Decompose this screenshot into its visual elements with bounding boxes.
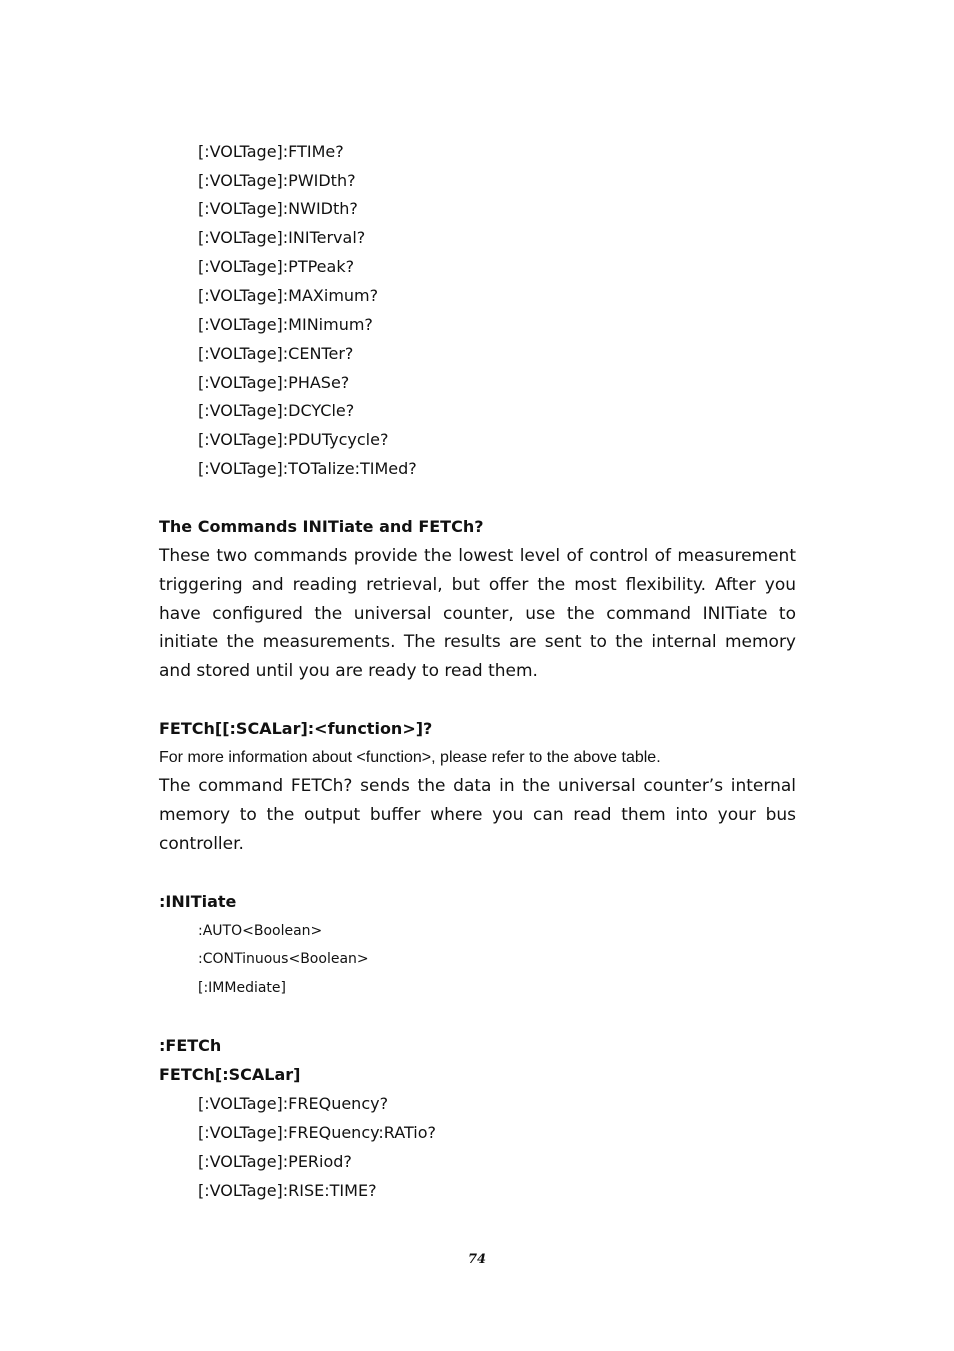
command-item: [:VOLTage]:PERiod?	[198, 1152, 352, 1171]
paragraph-line: have configured the universal counter, use the command INITiate to	[159, 604, 796, 624]
command-item: [:VOLTage]:MINimum?	[198, 315, 373, 334]
command-item: [:VOLTage]:MAXimum?	[198, 286, 379, 305]
command-item: [:VOLTage]:PWIDth?	[198, 171, 356, 190]
section-heading: FETCh[:SCALar]	[159, 1065, 301, 1084]
paragraph-line: triggering and reading retrieval, but offer the most flexibility. After you	[159, 575, 796, 595]
command-item: [:VOLTage]:PTPeak?	[198, 257, 355, 276]
command-item: [:VOLTage]:INITerval?	[198, 228, 366, 247]
command-item: [:VOLTage]:PDUTycycle?	[198, 430, 389, 449]
paragraph-line: and stored until you are ready to read them.	[159, 661, 538, 681]
section-heading: The Commands INITiate and FETCh?	[159, 517, 484, 536]
paragraph-line: These two commands provide the lowest level of control of measurement	[159, 546, 796, 566]
command-item: [:VOLTage]:FREQuency:RATio?	[198, 1123, 436, 1142]
command-item: :CONTinuous<Boolean>	[198, 951, 369, 967]
command-item: [:VOLTage]:FREQuency?	[198, 1094, 389, 1113]
page-number: 74	[467, 1252, 487, 1267]
paragraph-line: The command FETCh? sends the data in the universal counter’s internal	[159, 776, 796, 796]
command-item: [:IMMediate]	[198, 980, 286, 996]
command-item: [:VOLTage]:CENTer?	[198, 344, 354, 363]
paragraph-line: controller.	[159, 834, 244, 854]
paragraph-line: initiate the measurements. The results are sent to the internal memory	[159, 632, 796, 652]
command-item: [:VOLTage]:NWIDth?	[198, 199, 358, 218]
section-heading: :INITiate	[159, 892, 237, 911]
command-item: [:VOLTage]:RISE:TIME?	[198, 1181, 377, 1200]
paragraph-line: memory to the output buffer where you can read them into your bus	[159, 805, 796, 825]
command-item: [:VOLTage]:DCYCle?	[198, 401, 355, 420]
command-item: [:VOLTage]:TOTalize:TIMed?	[198, 459, 417, 478]
note-text: For more information about <function>, please refer to the above table.	[159, 749, 661, 766]
command-item: [:VOLTage]:PHASe?	[198, 373, 350, 392]
section-heading: FETCh[[:SCALar]:<function>]?	[159, 719, 433, 738]
command-item: [:VOLTage]:FTIMe?	[198, 142, 344, 161]
command-item: :AUTO<Boolean>	[198, 923, 323, 939]
section-heading: :FETCh	[159, 1036, 222, 1055]
